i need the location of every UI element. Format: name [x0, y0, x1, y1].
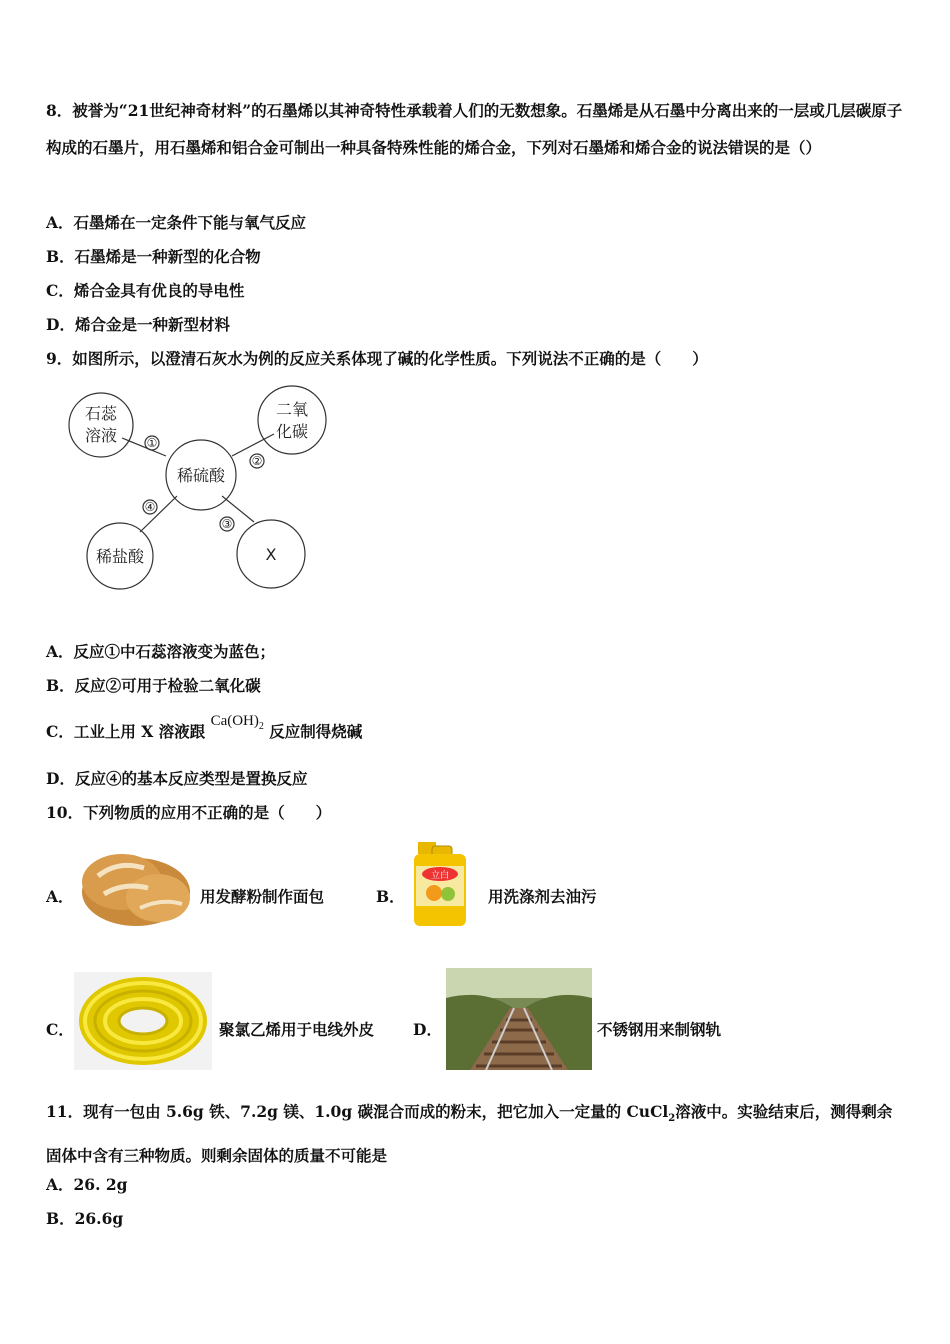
detergent-image — [410, 838, 470, 930]
label-2: ② — [251, 454, 263, 468]
label-3: ③ — [221, 517, 233, 531]
q10-stem: 10．下列物质的应用不正确的是（ ） — [46, 803, 332, 822]
reaction-diagram — [62, 384, 334, 600]
q9-option-b: B．反应②可用于检验二氧化碳 — [46, 676, 261, 695]
q11-option-b: B．26.6g — [46, 1209, 124, 1228]
litmus-circle — [69, 393, 133, 457]
center-label: 稀硫酸 — [176, 466, 226, 485]
q9-option-a: A．反应①中石蕊溶液变为蓝色； — [46, 642, 276, 661]
q8-option-d: D．烯合金是一种新型材料 — [46, 315, 230, 334]
litmus-label-1: 石蕊 — [84, 404, 118, 423]
q8-option-a: A．石墨烯在一定条件下能与氧气反应 — [46, 213, 307, 232]
caoh2-formula: $Ca(OH)_2$ — [210, 713, 264, 732]
q9-option-c — [46, 713, 363, 744]
q11-stem: 11．现有一包由 5.6g 铁、7.2g 镁、1.0g 碳混合而成的粉末，把它加入一定量的 CuCl$_2$溶液中。实验结束后，测得剩余固体中含有三种物质。则剩余固体的质量不可能是 — [46, 1102, 893, 1166]
co2-circle — [258, 386, 326, 454]
q10-option-d-letter: D． — [413, 1020, 442, 1039]
q9-option-c-post: 反应制得烧碱 — [269, 722, 363, 741]
railway-image — [446, 968, 592, 1070]
q10-option-c-text: 聚氯乙烯用于电线外皮 — [219, 1020, 375, 1039]
detergent-logo: 立白 — [430, 871, 450, 881]
litmus-label-2: 溶液 — [84, 426, 118, 445]
q8-option-b: B．石墨烯是一种新型的化合物 — [46, 247, 261, 266]
label-4: ④ — [144, 500, 156, 514]
q8-stem: 8．被誉为“21世纪神奇材料”的石墨烯以其神奇特性承载着人们的无数想象。石墨烯是从石墨中分离出来的一层或几层碳原子构成的石墨片，用石墨烯和铝合金可制出一种具备特殊性能的烯合金，下列对石墨烯和烯合金的说法错误的是（） — [46, 101, 903, 157]
q10-option-a-text: 用发酵粉制作面包 — [200, 887, 325, 906]
q10-option-c-letter: C． — [46, 1020, 74, 1039]
label-1: ① — [146, 436, 158, 450]
q10-option-a-letter: A． — [46, 887, 74, 906]
hcl-label: 稀盐酸 — [95, 547, 145, 566]
q10-option-b-text: 用洗涤剂去油污 — [488, 887, 597, 906]
x-label: X — [265, 545, 277, 564]
cable-image — [74, 972, 212, 1070]
bread-image — [78, 838, 194, 930]
q11-option-a: A．26. 2g — [46, 1175, 128, 1194]
q9-option-d: D．反应④的基本反应类型是置换反应 — [46, 769, 308, 788]
q8-option-c: C．烯合金具有优良的导电性 — [46, 281, 245, 300]
q9-stem: 9．如图所示，以澄清石灰水为例的反应关系体现了碱的化学性质。下列说法不正确的是（ ） — [46, 349, 708, 368]
co2-label-1: 二氧 — [275, 400, 309, 419]
q10-option-b-letter: B． — [376, 887, 405, 906]
q9-option-c-pre: C．工业上用 X 溶液跟 — [46, 722, 206, 741]
co2-label-2: 化碳 — [275, 422, 309, 441]
q10-option-d-text: 不锈钢用来制钢轨 — [597, 1020, 722, 1039]
